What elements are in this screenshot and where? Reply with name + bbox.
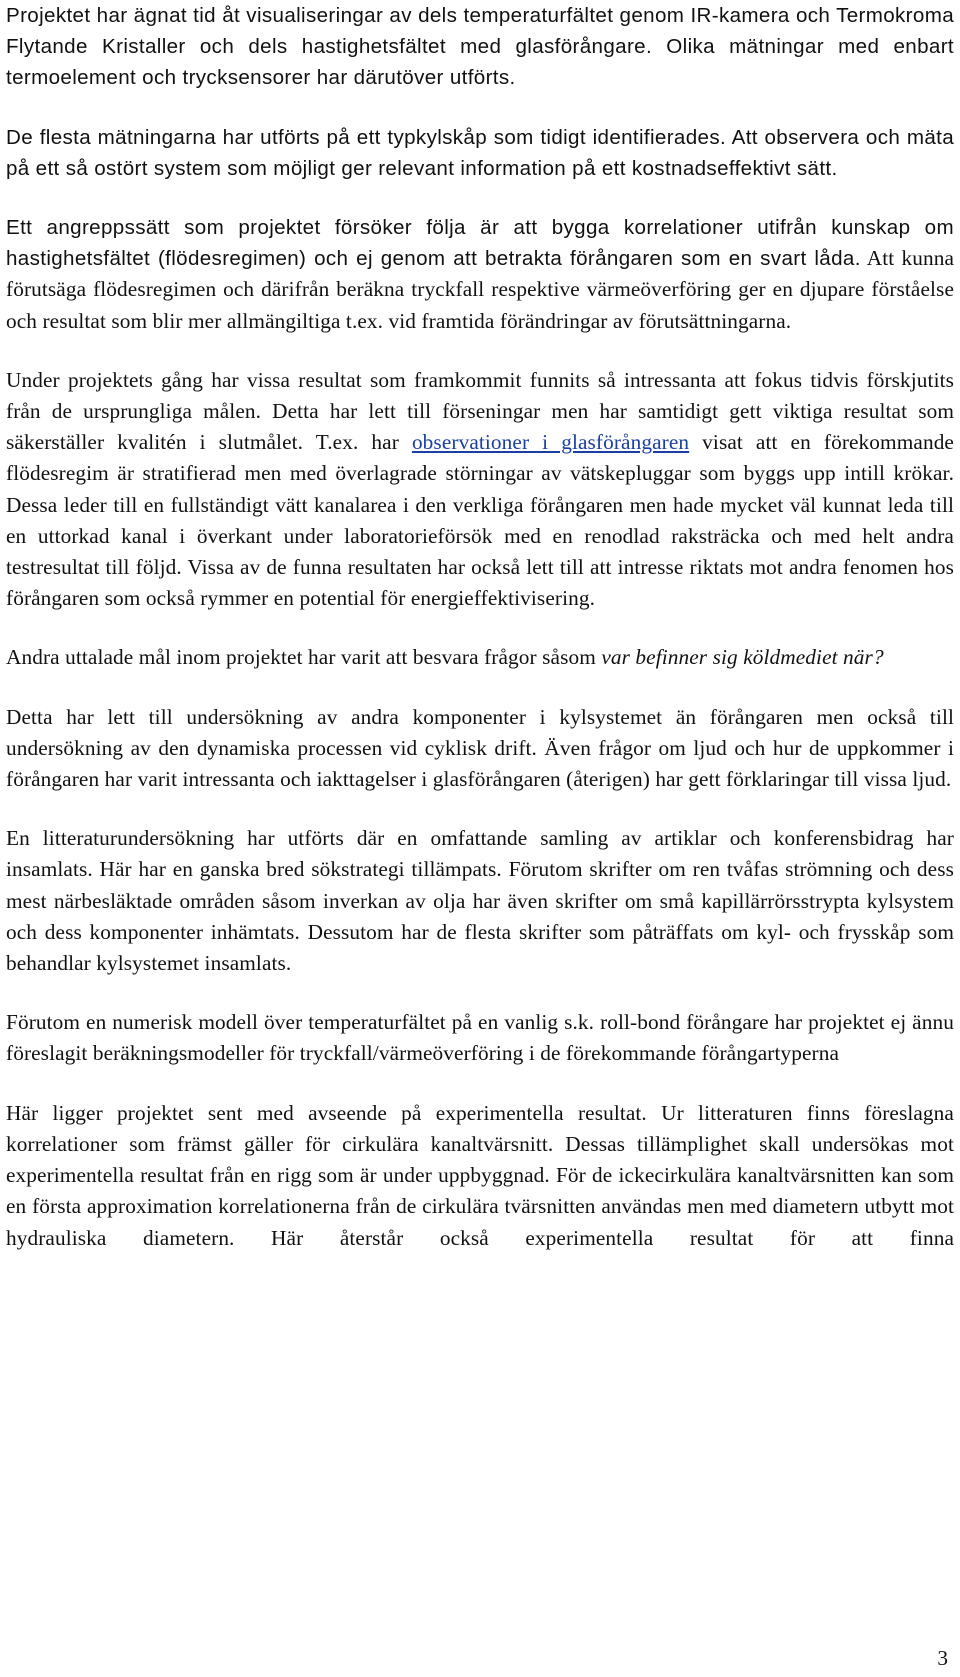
text-run: visat att en förekommande flödesregim är stratifierad men med överlagrade störningar av vätskepluggar som byggs upp intill krökar. Dessa leder till en fullständigt vätt kanalarea i den verkliga förångaren men hade mycket väl kunnat leda till en uttorkad kanal i överkant under laboratorieförsök med en renodlad raksträcka och med helt andra testresultat till följd. Vissa av de funna resultaten har också lett till att intresse riktats mot andra fenomen hos förångaren som också rymmer en potential för energieffektivisering. [6, 430, 954, 611]
paragraph-results [6, 365, 954, 615]
text-run: De flesta mätningarna har utförts på ett typkylskåp som tidigt identifierades. [6, 125, 727, 149]
text-run: En litteraturundersökning har utförts där en omfattande samling av artiklar och konferensbidrag har insamlats. Här har en ganska bred sökstrategi tillämpats. Förutom skrifter om ren tvåfas strömning och dess mest närbesläktade områden såsom inverkan av olja har även skrifter om små kapillärrörsstrypta kylsystem och dess komponenter inhämtats. Dessutom har de flesta skrifter som påträffats om kyl- och frysskåp som behandlar kylsystemet insamlats. [6, 826, 954, 976]
paragraph-measurements [6, 122, 954, 184]
text-run: Att observera och mäta på ett så ostört system som möjligt ger relevant information på ett kostnadseffektivt sätt. [6, 125, 955, 180]
text-run: Här ligger projektet sent med avseende på experimentella resultat. Ur litteraturen finns föreslagna korrelationer som främst gäller för cirkulära kanaltvärsnitt. Dessas tillämplighet skall undersökas mot experimentella resultat från en rigg som är under uppbyggnad. För de ickecirkulära kanaltvärsnitten kan som en första approximation korrelationerna från de cirkulära tvärsnitten användas men med diametern utbytt mot hydrauliska diametern. Här återstår också experimentella resultat för att finna [6, 1100, 954, 1250]
text-run: Ett angreppssätt som projektet försöker följa är att bygga korrelationer utifrån kunskap om hastighetsfältet (flödesregimen) och ej genom att betrakta förångaren som en svart låda. [6, 216, 954, 271]
text-run: Detta har lett till undersökning av andra komponenter i kylsystemet än förångaren men också till undersökning av den dynamiska processen vid cyklisk drift. Även frågor om ljud och hur de uppkommer i förångaren har varit intressanta och iakttagelser i glasförångaren (återigen) har gett förklaringar till vissa ljud. [6, 704, 954, 792]
text-run: Projektet har ägnat tid åt visualiseringar av dels temperaturfältet genom IR-kamera och Termokroma Flytande Kristaller och dels hastighetsfältet med glasförångare. Olika mätningar med enbart termoelement och trycksensorer har därutöver utförts. [6, 4, 954, 90]
text-run: Att kunna förutsäga flödesregimen och därifrån beräkna tryckfall respektive värmeöverföring ger en djupare förståelse och resultat som blir mer allmängiltiga t.ex. vid framtida förändringar av förutsättningarna. [6, 246, 955, 333]
text-run: Förutom en numerisk modell över temperaturfältet på en vanlig s.k. roll-bond förångare har projektet ej ännu föreslagit beräkningsmodeller för tryckfall/värmeöverföring i de förekommande förångartyperna [6, 1010, 954, 1066]
text-run: Andra uttalade mål inom projektet har varit att besvara frågor såsom [6, 645, 602, 670]
glasforangare-link[interactable]: observationer i glasförångaren [411, 430, 690, 455]
paragraph-goals [6, 642, 954, 673]
paragraph-components [6, 702, 954, 796]
text-run: Under projektets gång har vissa resultat som framkommit funnits så intressanta att fokus tidvis förskjutits från de ursprungliga målen. Detta har lett till förseningar men har samtidigt gett viktiga resultat som säkerställer kvalitén i slutmålet. T.ex. har [6, 367, 954, 455]
paragraph-experimental [6, 1098, 954, 1254]
paragraph-literature [6, 823, 954, 979]
paragraph-approach [6, 212, 954, 337]
paragraph-numerical-model [6, 1007, 954, 1069]
emphasized-question: var befinner sig köldmediet när? [601, 645, 884, 670]
paragraph-visualization [6, 0, 954, 94]
page-number: 3 [937, 1646, 948, 1670]
